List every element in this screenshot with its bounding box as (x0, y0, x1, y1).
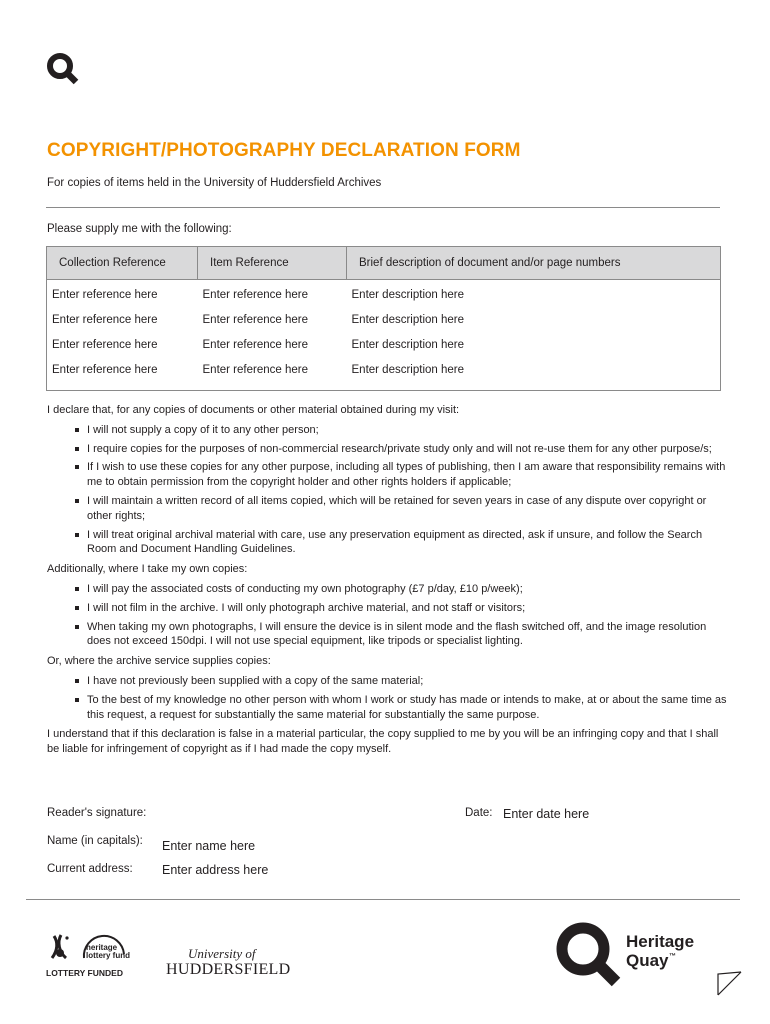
university-of-huddersfield-logo (166, 946, 296, 980)
list-item: I will maintain a written record of all items copied, which will be retained for seven years in case of any dispute over copyright or other rights; (87, 494, 727, 524)
university-of-text: University of (188, 946, 256, 961)
declaration-lead: I declare that, for any copies of documents or other material obtained during my visit: (47, 404, 460, 416)
intro-text: Please supply me with the following: (47, 223, 232, 235)
hq-trademark: ™ (669, 953, 676, 960)
description-field[interactable]: Enter description here (347, 357, 721, 391)
list-item: I will pay the associated costs of conducting my own photography (£7 p/day, £10 p/week); (87, 582, 727, 597)
signature-label: Reader's signature: (47, 807, 147, 819)
name-label: Name (in capitals): (47, 835, 143, 847)
own-copies-lead: Additionally, where I take my own copies: (47, 563, 248, 576)
list-item: I have not previously been supplied with a copy of the same material; (87, 674, 727, 689)
column-header-collection-reference: Collection Reference (47, 247, 198, 280)
collection-reference-field[interactable]: Enter reference here (47, 280, 198, 308)
header-divider (46, 207, 720, 208)
address-field[interactable]: Enter address here (162, 863, 269, 877)
item-reference-field[interactable]: Enter reference here (202, 288, 308, 301)
column-header-description: Brief description of document and/or page numbers (347, 247, 721, 280)
item-reference-field[interactable]: Enter reference here (198, 357, 347, 391)
list-item: To the best of my knowledge no other person with whom I work or study has made or intends to make, at or about the same time as this request, a request for substantially the same material for substantially the same purpose. (87, 693, 727, 721)
huddersfield-text: HUDDERSFIELD (166, 961, 291, 978)
understand-statement: I understand that if this declaration is false in a material particular, the copy supplied to me by you will be an infringing copy and that I shall be liable for infringement of copyright as if I had made the copy myself. (47, 728, 719, 756)
declaration-list (47, 423, 727, 557)
collection-reference-field[interactable]: Enter reference here (47, 332, 198, 357)
list-item: I will not film in the archive. I will only photograph archive material, and not staff or visitors; (87, 601, 727, 616)
list-item: When taking my own photographs, I will ensure the device is in silent mode and the flash switched off, and the image resolution does not exceed 150dpi. I will not use special equipment, like tripods or specialist lighting. (87, 620, 727, 650)
name-field[interactable]: Enter name here (162, 839, 256, 853)
list-item: I will treat original archival material with care, use any preservation equipment as directed, ask if unsure, and follow the Search Room and Document Handling Guidelines. (87, 528, 727, 558)
heritage-quay-large-q-icon (554, 920, 624, 990)
description-field[interactable]: Enter description here (347, 280, 721, 308)
column-header-item-reference: Item Reference (198, 247, 347, 280)
table-row (47, 332, 721, 357)
description-field[interactable]: Enter description here (347, 307, 721, 332)
lottery-line2: lottery fund (86, 951, 130, 960)
lottery-funded-text: LOTTERY FUNDED (46, 968, 123, 978)
hq-heritage-text: Heritage (626, 932, 695, 951)
list-item: I require copies for the purposes of non-commercial research/private study only and will not re-use them for any other purpose/s; (87, 442, 727, 457)
footer-divider (26, 899, 740, 900)
lottery-crossed-fingers-icon (46, 932, 76, 962)
table-row (47, 280, 721, 308)
collection-reference-field[interactable]: Enter reference here (47, 307, 198, 332)
description-field[interactable]: Enter description here (347, 332, 721, 357)
table-row (47, 307, 721, 332)
table-header-row (47, 247, 721, 280)
item-reference-field[interactable]: Enter reference here (202, 338, 308, 351)
form-subtitle: For copies of items held in the University of Huddersfield Archives (47, 177, 382, 189)
declaration-body (47, 403, 727, 762)
date-field[interactable]: Enter date here (503, 807, 590, 821)
list-item: If I wish to use these copies for any other purpose, including all types of publishing, then I am aware that responsibility remains with me to obtain permission from the copyright holder and other rights holders if applicable; (87, 461, 726, 489)
form-title: COPYRIGHT/PHOTOGRAPHY DECLARATION FORM (47, 140, 521, 161)
date-label: Date: (465, 807, 493, 819)
address-label: Current address: (47, 863, 133, 875)
heritage-quay-logo (554, 920, 714, 990)
service-copies-list (47, 674, 727, 722)
own-copies-list (47, 582, 727, 649)
collection-reference-field[interactable]: Enter reference here (47, 357, 198, 391)
lottery-line1: heritage (86, 943, 118, 952)
service-copies-lead: Or, where the archive service supplies copies: (47, 655, 271, 668)
heritage-lottery-fund-logo (46, 932, 130, 980)
item-reference-field[interactable]: Enter reference here (202, 313, 308, 326)
page-curl-icon (716, 970, 742, 996)
heritage-quay-q-icon (46, 52, 80, 86)
table-row (47, 357, 721, 391)
list-item: I will not supply a copy of it to any other person; (87, 423, 727, 438)
reference-table (46, 246, 721, 391)
hq-quay-text: Quay (626, 951, 669, 970)
